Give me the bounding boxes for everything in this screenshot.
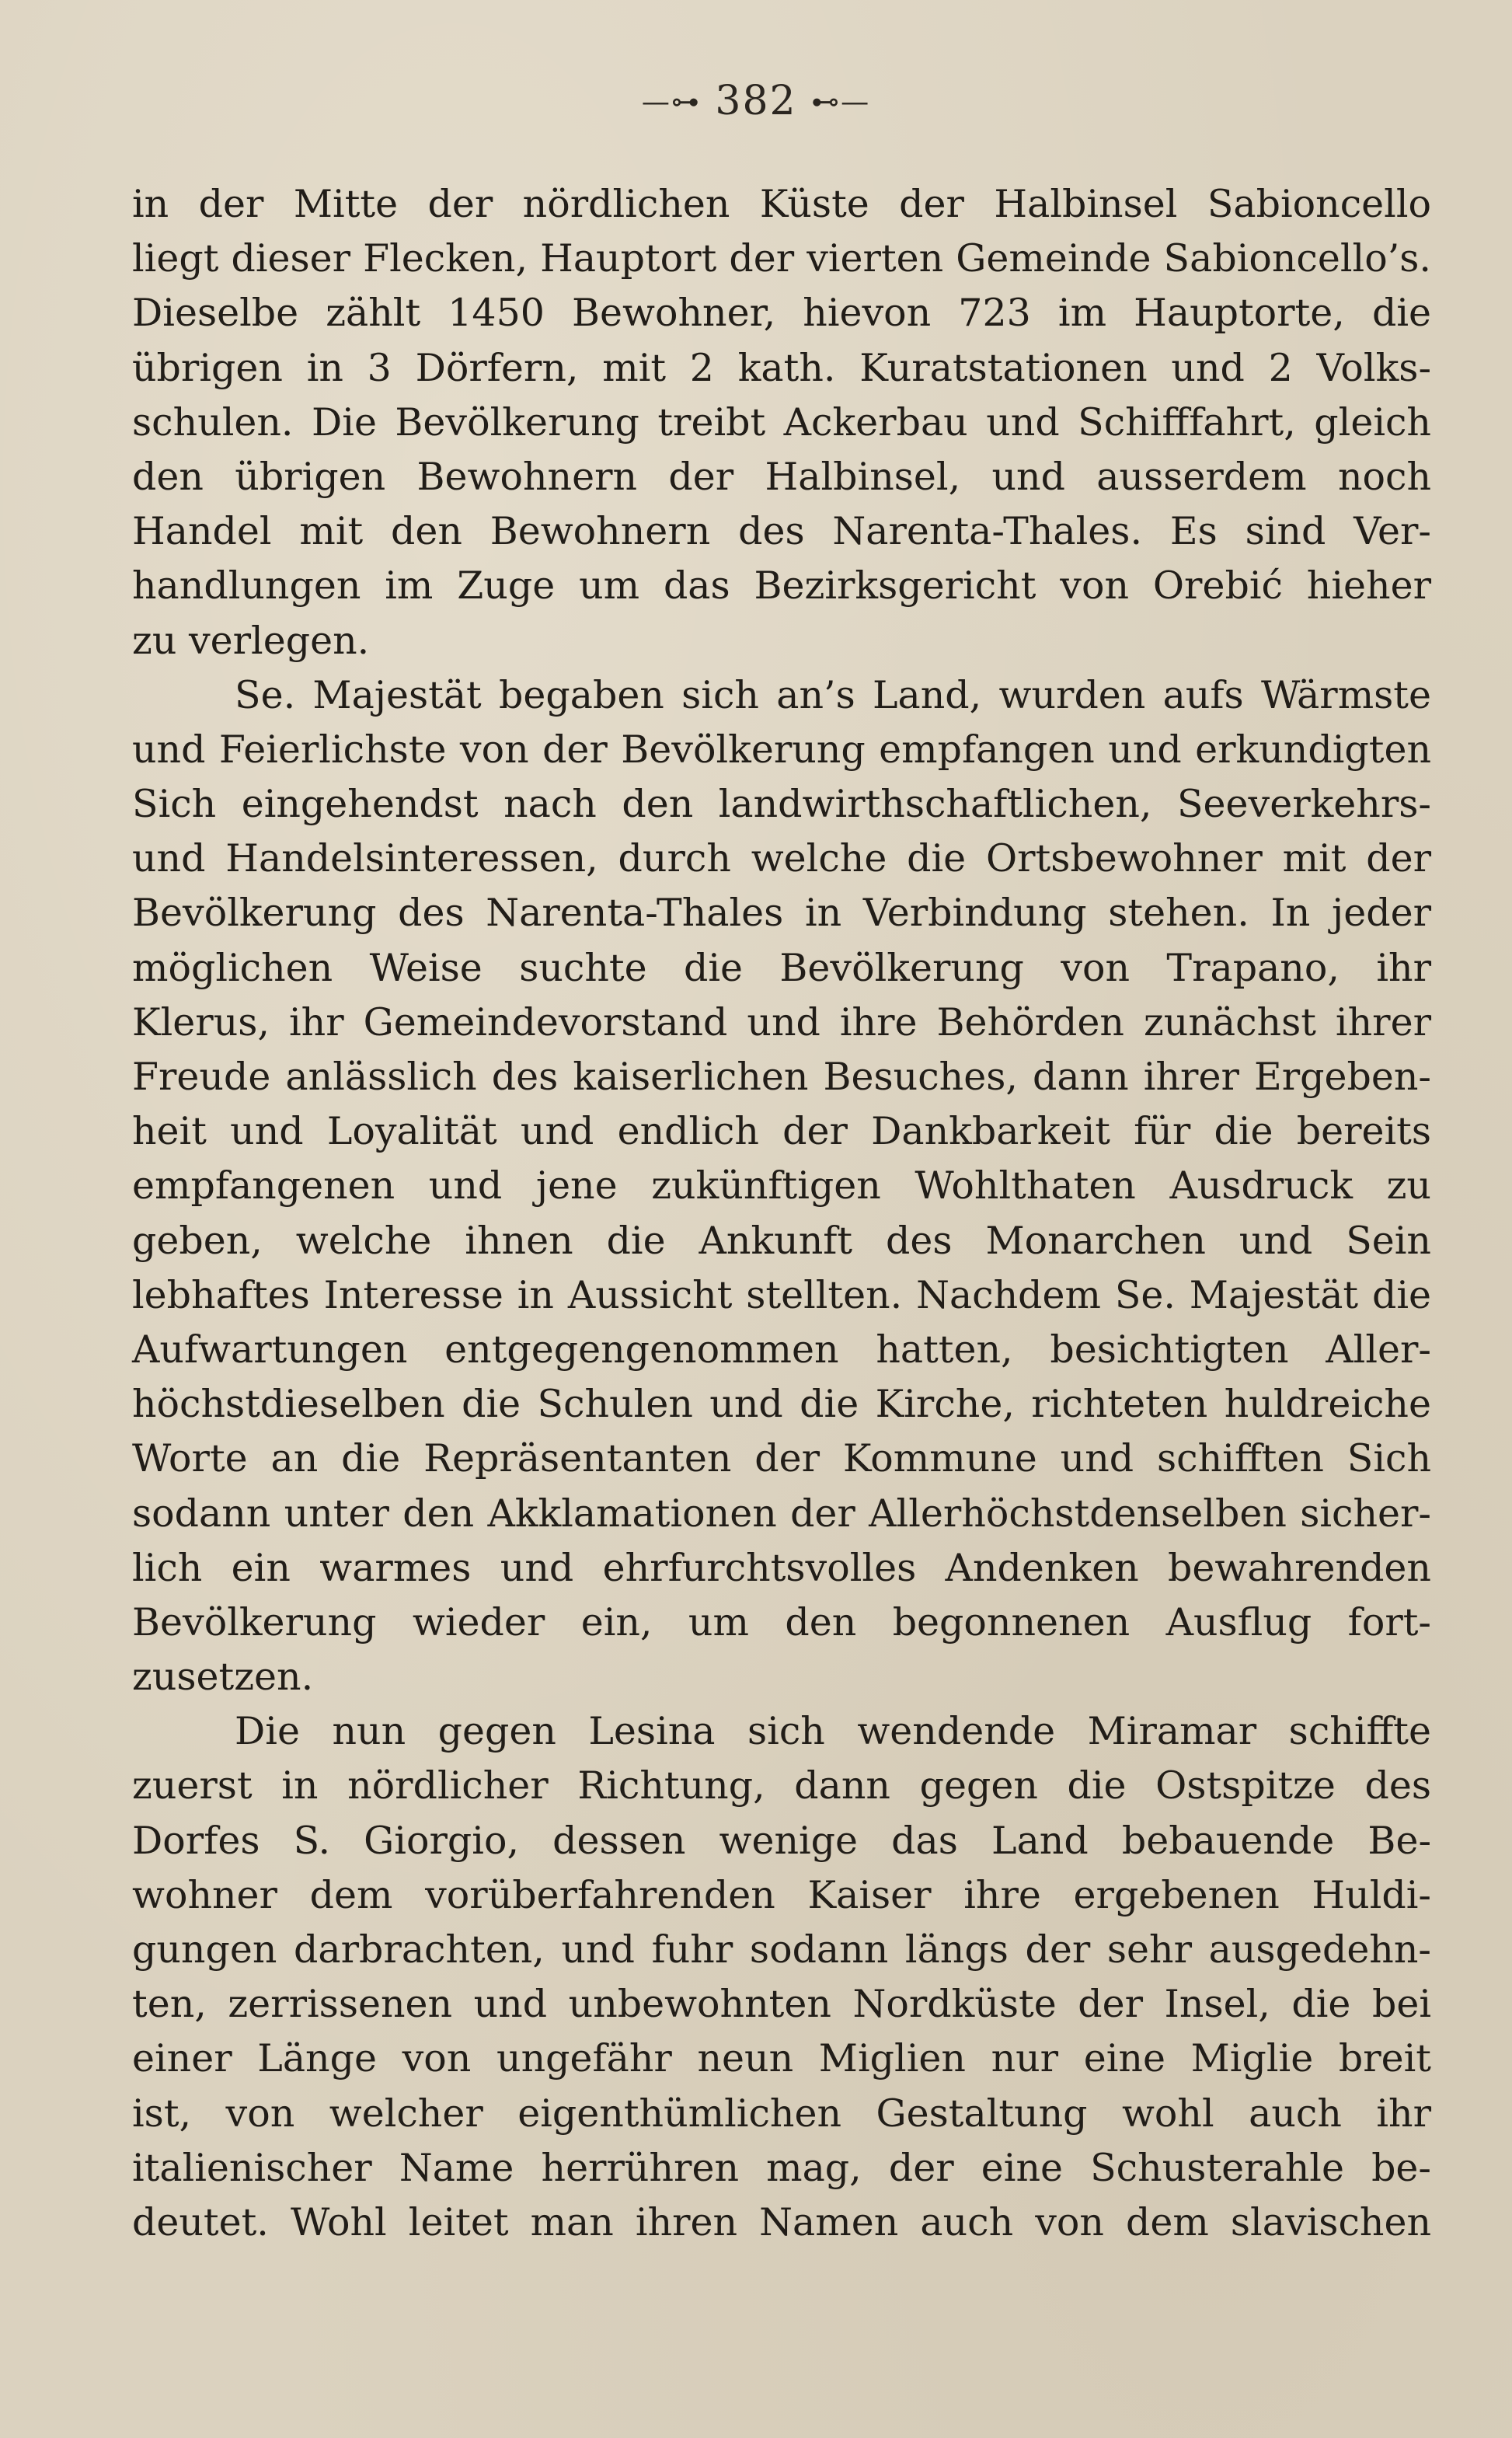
text-line: übrigen in 3 Dörfern, mit 2 kath. Kuratstationen und 2 Volks- [132, 345, 1431, 390]
text-line: zu verlegen. [132, 618, 370, 663]
text-line: handlungen im Zuge um das Bezirksgericht von Orebić hieher [132, 563, 1431, 609]
ornament-right: ⊷— [811, 86, 871, 118]
text-line: Bevölkerung des Narenta-Thales in Verbindung stehen. In jeder [132, 891, 1431, 936]
text-line: liegt dieser Flecken, Hauptort der vierten Gemeinde Sabioncello’s. [132, 236, 1431, 281]
text-line: sodann unter den Akklamationen der Allerhöchstdenselben sicher- [132, 1491, 1431, 1536]
text-line: italienischer Name herrühren mag, der eine Schusterahle be- [132, 2145, 1431, 2190]
ornament-left: —⊶ [641, 86, 701, 118]
text-line: möglichen Weise suchte die Bevölkerung von Trapano, ihr [132, 945, 1431, 990]
text-line: geben, welche ihnen die Ankunft des Monarchen und Sein [132, 1218, 1431, 1263]
text-line: Bevölkerung wieder ein, um den begonnenen Ausflug fort- [132, 1599, 1431, 1645]
text-line: Sich eingehendst nach den landwirthschaftlichen, Seeverkehrs- [132, 782, 1431, 827]
text-line: Se. Majestät begaben sich an’s Land, wurden aufs Wärmste [235, 672, 1431, 717]
text-line: wohner dem vorüberfahrenden Kaiser ihre ergebenen Huldi- [132, 1872, 1431, 1917]
text-line: lebhaftes Interesse in Aussicht stellten. Nachdem Se. Majestät die [132, 1272, 1431, 1317]
body-text [132, 177, 1431, 2250]
text-line: Freude anlässlich des kaiserlichen Besuches, dann ihrer Ergeben- [132, 1055, 1431, 1099]
text-line: ist, von welcher eigenthümlichen Gestaltung wohl auch ihr [132, 2091, 1431, 2136]
text-line: Die nun gegen Lesina sich wendende Miramar schiffte [235, 1709, 1431, 1754]
text-line: schulen. Die Bevölkerung treibt Ackerbau und Schifffahrt, gleich [132, 399, 1431, 445]
page-header [0, 78, 1512, 124]
text-line: zusetzen. [132, 1655, 314, 1700]
text-line: den übrigen Bewohnern der Halbinsel, und ausserdem noch [132, 454, 1431, 499]
text-line: in der Mitte der nördlichen Küste der Halbinsel Sabioncello [132, 182, 1431, 226]
text-line: ten, zerrissenen und unbewohnten Nordküste der Insel, die bei [132, 1982, 1431, 2027]
text-line: und Feierlichste von der Bevölkerung empfangen und erkundigten [132, 727, 1431, 772]
text-line: empfangenen und jene zukünftigen Wohlthaten Ausdruck zu [132, 1163, 1431, 1209]
text-line: Dieselbe zählt 1450 Bewohner, hievon 723 im Hauptorte, die [132, 291, 1431, 336]
text-line: zuerst in nördlicher Richtung, dann gegen die Ostspitze des [132, 1763, 1431, 1808]
text-line: lich ein warmes und ehrfurchtsvolles Andenken bewahrenden [132, 1545, 1431, 1590]
text-line: Handel mit den Bewohnern des Narenta-Thales. Es sind Ver- [132, 509, 1431, 554]
text-line: einer Länge von ungefähr neun Miglien nur eine Miglie breit [132, 2036, 1431, 2081]
text-line: deutet. Wohl leitet man ihren Namen auch von dem slavischen [132, 2199, 1431, 2244]
text-line: und Handelsinteressen, durch welche die Ortsbewohner mit der [132, 836, 1431, 881]
page-number: 382 [715, 78, 797, 124]
text-line: Aufwartungen entgegengenommen hatten, besichtigten Aller- [132, 1327, 1431, 1372]
text-line: Worte an die Repräsentanten der Kommune und schifften Sich [132, 1436, 1431, 1481]
text-line: Dorfes S. Giorgio, dessen wenige das Land bebauende Be- [132, 1818, 1431, 1863]
text-line: Klerus, ihr Gemeindevorstand und ihre Behörden zunächst ihrer [132, 999, 1431, 1045]
text-line: gungen darbrachten, und fuhr sodann längs der sehr ausgedehn- [132, 1927, 1431, 1972]
text-line: heit und Loyalität und endlich der Dankbarkeit für die bereits [132, 1109, 1431, 1154]
text-line: höchstdieselben die Schulen und die Kirche, richteten huldreiche [132, 1382, 1431, 1427]
